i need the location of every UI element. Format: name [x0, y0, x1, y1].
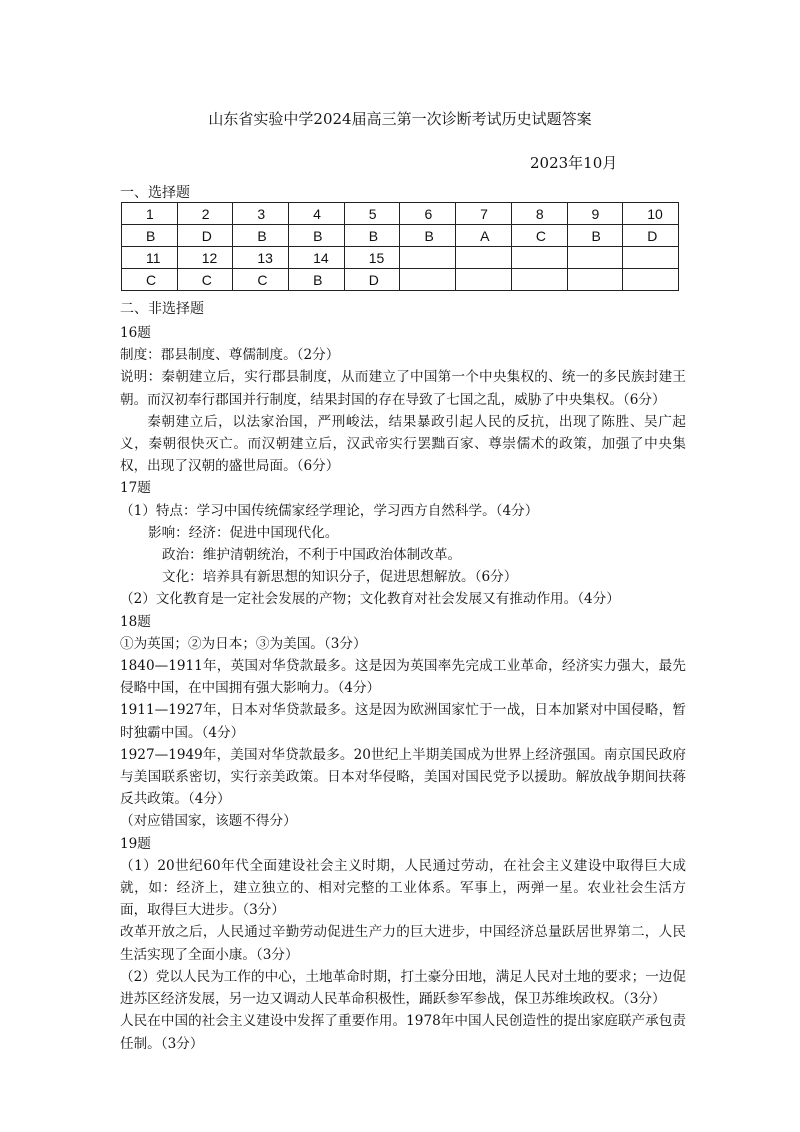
answer-line: 制度：郡县制度、尊儒制度。（2分）	[120, 347, 340, 364]
table-cell: 11	[122, 247, 178, 269]
table-cell: 13	[233, 247, 289, 269]
table-cell	[623, 247, 679, 269]
table-cell: 4	[289, 203, 345, 225]
table-cell: 3	[233, 203, 289, 225]
answer-line: 人民在中国的社会主义建设中发挥了重要作用。1978年中国人民创造性的提出家庭联产承包责任制。（3分）	[120, 1013, 686, 1052]
answer-line: （1）20世纪60年代全面建设社会主义时期，人民通过劳动，在社会主义建设中取得巨大成就，如：经济上，建立独立的、相对完整的工业体系。军事上，两弹一星。农业社会生活方面，取得巨大进步。（3分）	[120, 857, 686, 919]
table-row	[122, 247, 679, 269]
table-cell	[511, 247, 567, 269]
question-label-16: 16题	[120, 325, 151, 341]
table-cell: 12	[177, 247, 233, 269]
table-cell: 6	[400, 203, 456, 225]
answer-line: （1）特点：学习中国传统儒家经学理论，学习西方自然科学。（4分）	[120, 502, 539, 519]
table-cell: 10	[623, 203, 679, 225]
answer-line: 政治：维护清朝统治，不利于中国政治体制改革。	[162, 547, 462, 564]
table-cell: 14	[289, 247, 345, 269]
table-cell	[567, 247, 623, 269]
table-cell: D	[623, 225, 679, 247]
table-row	[122, 269, 679, 291]
table-cell: B	[567, 225, 623, 247]
table-cell: A	[456, 225, 512, 247]
table-cell: C	[177, 269, 233, 291]
question-label-19: 19题	[120, 835, 151, 852]
document-date: 2023年10月	[530, 154, 618, 172]
question-label-17: 17题	[120, 480, 151, 497]
answer-line: 改革开放之后，人民通过辛勤劳动促进生产力的巨大进步，中国经济总量跃居世界第二，人民生活实现了全面小康。（3分）	[120, 924, 686, 963]
table-cell: C	[511, 225, 567, 247]
table-cell: 2	[177, 203, 233, 225]
answer-line: 1911—1927年，日本对华贷款最多。这是因为欧洲国家忙于一战，日本加紧对中国侵略，暂时独霸中国。（4分）	[120, 702, 686, 741]
table-cell: 8	[511, 203, 567, 225]
table-cell	[400, 269, 456, 291]
table-cell	[623, 269, 679, 291]
table-cell: 5	[344, 203, 400, 225]
table-cell	[456, 269, 512, 291]
table-cell	[567, 269, 623, 291]
table-cell: C	[122, 269, 178, 291]
answers-body	[120, 322, 686, 1055]
answer-line: 说明：秦朝建立后，实行郡县制度，从而建立了中国第一个中央集权的、统一的多民族封建王朝。而汉初奉行郡国并行制度，结果封国的存在导致了七国之乱，威胁了中央集权。（6分）	[120, 369, 686, 408]
table-cell: 1	[122, 203, 178, 225]
section-heading-essay: 二、非选择题	[120, 301, 204, 317]
table-cell	[456, 247, 512, 269]
table-row	[122, 225, 679, 247]
table-cell: 7	[456, 203, 512, 225]
answer-line: ①为英国；②为日本；③为美国。（3分）	[120, 635, 367, 652]
answer-line: 秦朝建立后，以法家治国，严刑峻法，结果暴政引起人民的反抗，出现了陈胜、吴广起义，秦朝很快灭亡。而汉朝建立后，汉武帝实行罢黜百家、尊崇儒术的政策，加强了中央集权，出现了汉朝的盛世局面。（6分）	[120, 413, 686, 475]
answer-line: （2）党以人民为工作的中心，土地革命时期，打土豪分田地，满足人民对土地的要求；一边促进苏区经济发展，另一边又调动人民革命积极性，踊跃参军参战，保卫苏维埃政权。（3分）	[120, 968, 686, 1008]
table-cell: B	[122, 225, 178, 247]
table-cell: 9	[567, 203, 623, 225]
answer-line: 影响：经济：促进中国现代化。	[148, 524, 339, 541]
question-label-18: 18题	[120, 613, 151, 630]
answer-line: 1840—1911年，英国对华贷款最多。这是因为英国率先完成工业革命，经济实力强大，最先侵略中国，在中国拥有强大影响力。（4分）	[120, 658, 686, 697]
table-row	[122, 203, 679, 225]
table-cell: D	[177, 225, 233, 247]
table-cell: B	[289, 269, 345, 291]
table-cell	[511, 269, 567, 291]
table-cell: D	[344, 269, 400, 291]
answer-table	[121, 202, 679, 291]
table-cell: B	[233, 225, 289, 247]
table-cell: B	[289, 225, 345, 247]
answer-line: 文化：培养具有新思想的知识分子，促进思想解放。（6分）	[162, 569, 518, 586]
table-cell	[400, 247, 456, 269]
table-cell: B	[400, 225, 456, 247]
table-cell: C	[233, 269, 289, 291]
section-heading-choice: 一、选择题	[120, 185, 190, 201]
document-title: 山东省实验中学2024届高三第一次诊断考试历史试题答案	[208, 110, 592, 128]
table-cell: B	[344, 225, 400, 247]
answer-line: （对应错国家，该题不得分）	[120, 813, 297, 830]
answer-line: 1927—1949年，美国对华贷款最多。20世纪上半期美国成为世界上经济强国。南京国民政府与美国联系密切，实行亲美政策。日本对华侵略，美国对国民党予以援助。解放战争期间扶蒋反共政策。（4分）	[120, 746, 686, 808]
table-cell: 15	[344, 247, 400, 269]
answer-line: （2）文化教育是一定社会发展的产物；文化教育对社会发展又有推动作用。（4分）	[120, 591, 620, 608]
